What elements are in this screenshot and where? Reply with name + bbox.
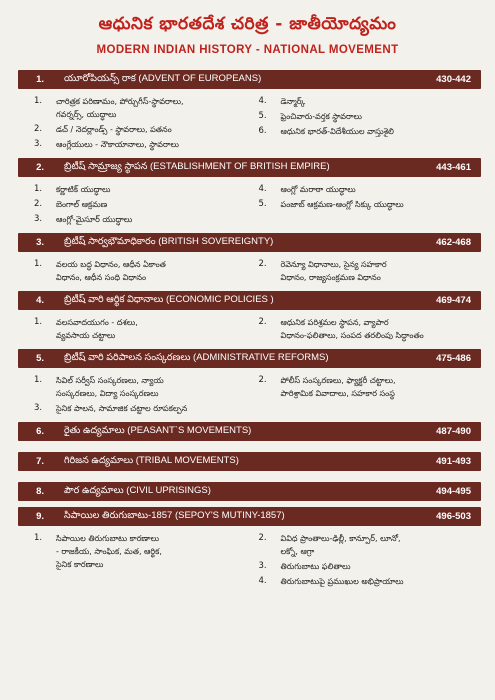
topic-text [281, 95, 478, 108]
topic-text [281, 560, 478, 573]
topic-item [34, 402, 253, 415]
section-number: 8. [36, 486, 44, 497]
topic-text [281, 183, 478, 196]
section-spacer [14, 441, 481, 447]
topic-number: 2. [258, 533, 267, 543]
topic-column-right [259, 532, 478, 588]
topic-column-right [259, 258, 478, 284]
topic-number: 4. [258, 184, 267, 194]
topic-item [34, 258, 253, 284]
topic-line: వలయ బద్ధ విధానం, ఆధీన ఏకాంత [56, 260, 166, 269]
topic-line: వ్యవసాయ చట్టాలు [56, 331, 116, 340]
section-number: 7. [36, 456, 44, 467]
topic-column-right [259, 183, 478, 226]
topic-number: 1. [34, 184, 43, 194]
section-number: 1. [36, 74, 44, 85]
topic-line: పంజాబ్ ఆక్రమణ-ఆంగ్లో సిక్కు యుద్ధాలు [280, 200, 404, 209]
topic-text [56, 123, 253, 136]
section-heading: బ్రిటీష్ సామ్రాజ్య స్థాపన (ESTABLISHMENT OF BRITISH EMPIRE) [64, 161, 330, 172]
topic-line: సంస్కరణలు, విద్యా సంస్కరణలు [56, 389, 159, 398]
section-page-range: 430-442 [436, 74, 471, 85]
topic-column-left [34, 532, 253, 588]
topic-item [259, 125, 478, 138]
topic-number: 2. [34, 199, 43, 209]
topic-text [281, 110, 478, 123]
section-number: 9. [36, 511, 44, 522]
topic-text [281, 258, 478, 284]
topic-number: 3. [34, 139, 43, 149]
section-number: 3. [36, 237, 44, 248]
topic-line: ఆంగ్లో-మైసూర్ యుద్ధాలు [56, 215, 133, 224]
topic-item [259, 532, 478, 558]
topic-line: ఫ్రెంచివారు-వర్తక స్థావరాలు [280, 112, 362, 121]
topic-text [56, 316, 253, 342]
section-heading: బ్రిటీష్ వారి ఆర్థిక విధానాలు (ECONOMIC POLICIES ) [64, 294, 274, 305]
topic-line: కర్ణాటిక్ యుద్ధాలు [56, 185, 111, 194]
section-topics [14, 252, 481, 291]
topic-number: 5. [258, 199, 267, 209]
topic-line: తిరుగుబాటుపై ప్రముఖుల అభిప్రాయాలు [280, 577, 404, 586]
section-page-range: 443-461 [436, 162, 471, 173]
topic-number: 3. [258, 561, 267, 571]
topic-number: 1. [34, 317, 43, 327]
topic-line: ఆంగ్లేయులు - నౌకాయానాలు, స్థావరాలు [56, 140, 179, 149]
contents-section [14, 482, 481, 507]
topic-number: 2. [34, 124, 43, 134]
page-title-telugu: ఆధునిక భారతదేశ చరిత్ర - జాతీయోద్యమం [98, 14, 397, 34]
section-topics [14, 526, 481, 595]
topic-text [281, 125, 478, 138]
topic-item [259, 258, 478, 284]
contents-section [14, 452, 481, 477]
topic-item [34, 198, 253, 211]
section-heading: బ్రిటీష్ సార్వభౌమాధికారం (BRITISH SOVEREIGNTY) [64, 236, 274, 247]
section-number: 5. [36, 353, 44, 364]
topic-text [281, 198, 478, 211]
topic-item [34, 138, 253, 151]
contents-section [14, 349, 481, 422]
topic-text [56, 213, 253, 226]
section-heading: సిపాయిల తిరుగుబాటు-1857 (SEPOY'S MUTINY-1857) [64, 510, 285, 521]
section-header-bar[interactable] [18, 291, 481, 310]
section-spacer [14, 471, 481, 477]
topic-line: సిపాయిల తిరుగుబాటు కారణాలు [56, 534, 160, 543]
topic-text [281, 374, 478, 400]
topic-item [34, 532, 253, 571]
topic-line: రెవెన్యూ విధానాలు, సైన్య సహకార [280, 260, 387, 269]
topic-number: 3. [34, 403, 43, 413]
page-title-english: MODERN INDIAN HISTORY - NATIONAL MOVEMENT [96, 44, 399, 56]
contents-section [14, 158, 481, 233]
topic-number: 2. [258, 375, 267, 385]
topic-item [259, 183, 478, 196]
topic-line: సైనిక పాలన, సామాజిక చట్టాల రూపకల్పన [56, 404, 188, 413]
topic-column-left [34, 258, 253, 284]
topic-text [56, 532, 253, 571]
topic-line: పారిశ్రామిక వివాదాలు, సహకార సంస్థ [280, 389, 395, 398]
topic-item [259, 110, 478, 123]
topic-number: 5. [258, 111, 267, 121]
contents-section [14, 70, 481, 158]
section-page-range: 475-486 [436, 353, 471, 364]
topic-number: 1. [34, 533, 43, 543]
topic-item [259, 198, 478, 211]
topic-column-left [34, 374, 253, 415]
topic-line: సివిల్ సర్వీస్ సంస్కరణలు, న్యాయ [56, 376, 164, 385]
contents-section [14, 507, 481, 595]
section-heading: రైతు ఉద్యమాలు (PEASANT`S MOVEMENTS) [64, 425, 252, 436]
topic-number: 4. [258, 96, 267, 106]
contents-list [14, 70, 481, 595]
topic-item [34, 95, 253, 121]
section-header-bar[interactable] [18, 70, 481, 89]
topic-item [34, 316, 253, 342]
topic-text [56, 138, 253, 151]
topic-item [259, 560, 478, 573]
topic-item [259, 316, 478, 342]
topic-column-left [34, 183, 253, 226]
topic-item [34, 123, 253, 136]
section-header-bar[interactable] [18, 422, 481, 441]
section-page-range: 487-490 [436, 426, 471, 437]
topic-line: విధానం, రాజ్యసంక్రమణ విధానం [280, 273, 381, 282]
section-header-bar[interactable] [18, 158, 481, 177]
section-page-range: 462-468 [436, 237, 471, 248]
topic-number: 3. [34, 214, 43, 224]
topic-column-left [34, 95, 253, 151]
topic-number: 1. [34, 375, 43, 385]
topic-line: పోలీస్ సంస్కరణలు, ఫ్యాక్టరీ చట్టాలు, [280, 376, 396, 385]
section-heading: పౌర ఉద్యమాలు (CIVIL UPRISINGS) [64, 485, 211, 496]
topic-number: 1. [34, 259, 43, 269]
section-page-range: 496-503 [436, 511, 471, 522]
topic-item [259, 374, 478, 400]
section-number: 2. [36, 162, 44, 173]
topic-line: - రాజకీయ, సాంఘిక, మత, ఆర్థిక, [56, 547, 162, 556]
section-topics [14, 310, 481, 349]
topic-column-right [259, 316, 478, 342]
topic-item [34, 213, 253, 226]
section-topics [14, 368, 481, 422]
contents-section [14, 233, 481, 291]
topic-text [56, 258, 253, 284]
topic-column-left [34, 316, 253, 342]
topic-line: వివిధ ప్రాంతాలు-ఢిల్లీ, కాన్పూర్, లూనో, [280, 534, 401, 543]
topic-line: లక్నో, ఆగ్రా [280, 547, 315, 556]
topic-line: విధానం, ఆధీన సంధి విధానం [56, 273, 147, 282]
topic-number: 1. [34, 96, 43, 106]
contents-section [14, 291, 481, 349]
section-page-range: 494-495 [436, 486, 471, 497]
topic-line: సైనిక కారణాలు [56, 560, 104, 569]
section-topics [14, 177, 481, 233]
section-number: 6. [36, 426, 44, 437]
section-header-bar[interactable] [18, 452, 481, 471]
topic-item [259, 95, 478, 108]
topic-line: వలసవాదయుగం - దశలు, [56, 318, 138, 327]
topic-text [56, 198, 253, 211]
topic-column-right [259, 374, 478, 415]
section-heading: బ్రిటీష్ వారి పరిపాలన సంస్కరణలు (ADMINISTRATIVE REFORMS) [64, 352, 329, 363]
section-heading: గిరిజన ఉద్యమాలు (TRIBAL MOVEMENTS) [64, 455, 239, 466]
topic-text [56, 374, 253, 400]
topic-text [281, 575, 478, 588]
topic-line: డచ్ / నెదర్లాండ్స్ - స్థావరాలు, పతనం [56, 125, 172, 134]
topic-number: 6. [258, 126, 267, 136]
topic-text [281, 316, 478, 342]
topic-column-right [259, 95, 478, 151]
topic-line: ఆంగ్లో మరాఠా యుద్ధాలు [280, 185, 356, 194]
section-number: 4. [36, 295, 44, 306]
topic-line: విధానం-ఫలితాలు, సంపద తరలింపు సిద్ధాంతం [280, 331, 424, 340]
topic-item [34, 183, 253, 196]
contents-section [14, 422, 481, 447]
section-header-bar[interactable] [18, 233, 481, 252]
topic-line: బెంగాల్ ఆక్రమణ [56, 200, 108, 209]
section-header-bar[interactable] [18, 349, 481, 368]
topic-line: ఆధునిక భారత్-విదేశీయుల వాస్తుశైలి [280, 127, 394, 136]
topic-text [56, 183, 253, 196]
topic-number: 4. [258, 576, 267, 586]
topic-text [56, 95, 253, 121]
section-topics [14, 89, 481, 158]
topic-text [281, 532, 478, 558]
topic-line: గవర్నర్స్, యుద్ధాలు [56, 110, 117, 119]
topic-item [34, 374, 253, 400]
topic-line: డెన్మార్క్ [280, 97, 306, 106]
section-header-bar[interactable] [18, 482, 481, 501]
topic-number: 2. [258, 317, 267, 327]
topic-text [56, 402, 253, 415]
section-page-range: 491-493 [436, 456, 471, 467]
section-page-range: 469-474 [436, 295, 471, 306]
topic-line: తిరుగుబాటు ఫలితాలు [280, 562, 351, 571]
topic-number: 2. [258, 259, 267, 269]
section-header-bar[interactable] [18, 507, 481, 526]
topic-line: చారిత్రక పరిణామం, పోర్చుగీస్-స్థావరాలు, [56, 97, 184, 106]
section-heading: యూరోపియన్స్ రాక (ADVENT OF EUROPEANS) [64, 73, 262, 84]
topic-line: ఆధునిక పరిశ్రమల స్థాపన, వ్యాపార [280, 318, 389, 327]
topic-item [259, 575, 478, 588]
